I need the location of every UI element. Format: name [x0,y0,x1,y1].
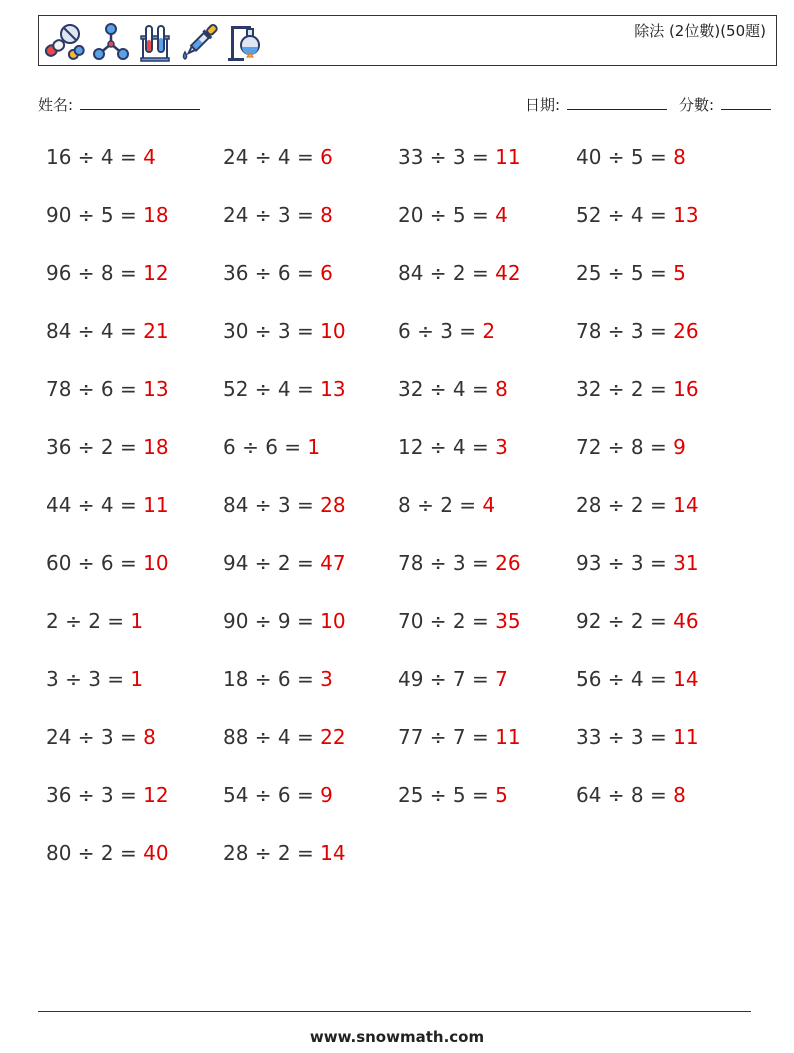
division-problem [46,377,169,401]
division-problem [576,783,686,807]
division-problem [576,377,699,401]
problem-answer: 8 [673,145,686,169]
problem-question: 24 ÷ 4 = [223,145,321,169]
problem-answer: 12 [143,261,169,285]
problem-answer: 8 [673,783,686,807]
problem-answer: 47 [320,551,346,575]
problem-question: 56 ÷ 4 = [576,667,674,691]
division-problem [223,261,333,285]
icon-strip [43,20,261,64]
problem-answer: 26 [495,551,521,575]
problem-question: 84 ÷ 3 = [223,493,321,517]
division-problem [46,551,169,575]
division-problem [576,609,699,633]
division-problem [398,609,521,633]
division-problem [398,261,521,285]
division-problem [576,261,686,285]
problem-answer: 4 [143,145,156,169]
problem-question: 33 ÷ 3 = [398,145,496,169]
division-problem [576,319,699,343]
division-problem [223,725,346,749]
problem-question: 54 ÷ 6 = [223,783,321,807]
division-problem [46,319,169,343]
problem-question: 20 ÷ 5 = [398,203,496,227]
problem-answer: 18 [143,203,169,227]
problem-answer: 8 [143,725,156,749]
division-problem [398,783,508,807]
problem-answer: 13 [320,377,346,401]
division-problem [223,667,333,691]
division-problem [46,203,169,227]
problem-question: 52 ÷ 4 = [576,203,674,227]
date-label: 日期: [525,96,561,114]
problem-question: 3 ÷ 3 = [46,667,131,691]
problem-question: 84 ÷ 4 = [46,319,144,343]
division-problem [223,145,333,169]
division-problem [46,145,156,169]
problem-answer: 5 [495,783,508,807]
problem-answer: 26 [673,319,699,343]
footer-divider [38,1011,751,1012]
problem-question: 49 ÷ 7 = [398,667,496,691]
problem-question: 36 ÷ 3 = [46,783,144,807]
problem-answer: 13 [143,377,169,401]
division-problem [398,319,495,343]
division-problem [223,609,346,633]
problem-question: 80 ÷ 2 = [46,841,144,865]
problem-question: 28 ÷ 2 = [223,841,321,865]
division-problem [398,493,495,517]
problem-question: 70 ÷ 2 = [398,609,496,633]
division-problem [398,667,508,691]
problem-question: 90 ÷ 9 = [223,609,321,633]
problem-question: 52 ÷ 4 = [223,377,321,401]
division-problem [46,609,143,633]
problem-answer: 18 [143,435,169,459]
problem-question: 2 ÷ 2 = [46,609,131,633]
division-problem [576,435,686,459]
problem-answer: 4 [495,203,508,227]
division-problem [576,551,699,575]
name-field [38,94,200,115]
problem-answer: 9 [673,435,686,459]
problem-answer: 14 [320,841,346,865]
problem-answer: 10 [320,319,346,343]
problem-answer: 14 [673,493,699,517]
problem-question: 33 ÷ 3 = [576,725,674,749]
problem-answer: 10 [143,551,169,575]
problem-question: 16 ÷ 4 = [46,145,144,169]
division-problem [223,493,346,517]
problem-question: 94 ÷ 2 = [223,551,321,575]
problem-question: 78 ÷ 6 = [46,377,144,401]
problem-question: 88 ÷ 4 = [223,725,321,749]
division-problem [46,725,156,749]
worksheet-title: 除法 (2位數)(50題) [634,22,766,40]
division-problem [223,783,333,807]
problem-answer: 5 [673,261,686,285]
name-blank[interactable] [80,95,200,110]
division-problem [223,377,346,401]
problem-question: 84 ÷ 2 = [398,261,496,285]
problem-answer: 6 [320,261,333,285]
problem-answer: 3 [495,435,508,459]
footer-url: www.snowmath.com [309,1028,485,1046]
problem-answer: 7 [495,667,508,691]
problem-question: 6 ÷ 3 = [398,319,483,343]
problem-question: 77 ÷ 7 = [398,725,496,749]
division-problem [46,435,169,459]
problem-question: 96 ÷ 8 = [46,261,144,285]
problem-answer: 11 [495,725,521,749]
problem-answer: 9 [320,783,333,807]
problem-answer: 31 [673,551,699,575]
problem-question: 78 ÷ 3 = [398,551,496,575]
division-problem [576,145,686,169]
division-problem [576,667,699,691]
problem-question: 28 ÷ 2 = [576,493,674,517]
problem-answer: 21 [143,319,169,343]
division-problem [398,725,521,749]
division-problem [398,377,508,401]
division-problem [46,261,169,285]
division-problem [223,319,346,343]
problem-answer: 40 [143,841,169,865]
date-blank[interactable] [567,95,667,110]
division-problem [46,783,169,807]
problem-question: 6 ÷ 6 = [223,435,308,459]
problem-answer: 11 [673,725,699,749]
problem-answer: 4 [482,493,496,517]
molecule-icon [91,22,131,62]
division-problem [223,203,333,227]
score-blank[interactable] [721,95,771,110]
problem-question: 32 ÷ 4 = [398,377,496,401]
problem-question: 12 ÷ 4 = [398,435,496,459]
problem-question: 93 ÷ 3 = [576,551,674,575]
problem-answer: 13 [673,203,699,227]
problem-question: 72 ÷ 8 = [576,435,674,459]
problem-question: 90 ÷ 5 = [46,203,144,227]
problem-answer: 8 [495,377,508,401]
problem-answer: 11 [495,145,521,169]
division-problem [576,725,699,749]
problem-question: 25 ÷ 5 = [576,261,674,285]
problem-answer: 28 [320,493,346,517]
division-problem [223,841,346,865]
problem-answer: 6 [320,145,333,169]
problem-question: 32 ÷ 2 = [576,377,674,401]
division-problem [46,841,169,865]
name-label: 姓名: [38,96,74,114]
problem-question: 36 ÷ 6 = [223,261,321,285]
problem-answer: 1 [307,435,321,459]
problem-question: 36 ÷ 2 = [46,435,144,459]
problem-answer: 22 [320,725,346,749]
score-label: 分數: [679,96,715,114]
problem-question: 64 ÷ 8 = [576,783,674,807]
division-problem [576,203,699,227]
lab-stand-icon [225,22,261,62]
division-problem [398,145,521,169]
problem-answer: 1 [130,609,144,633]
problem-answer: 12 [143,783,169,807]
problem-answer: 1 [130,667,144,691]
division-problem [46,667,143,691]
problem-question: 30 ÷ 3 = [223,319,321,343]
division-problem [576,493,699,517]
division-problem [398,203,508,227]
score-field [679,94,771,115]
problem-answer: 46 [673,609,699,633]
problem-answer: 3 [320,667,333,691]
problem-answer: 14 [673,667,699,691]
problem-question: 8 ÷ 2 = [398,493,483,517]
division-problem [398,435,508,459]
problem-question: 24 ÷ 3 = [46,725,144,749]
problem-question: 60 ÷ 6 = [46,551,144,575]
division-problem [223,435,320,459]
division-problem [223,551,346,575]
problem-answer: 8 [320,203,333,227]
problem-answer: 16 [673,377,699,401]
problem-answer: 42 [495,261,521,285]
division-problem [46,493,169,517]
problem-question: 78 ÷ 3 = [576,319,674,343]
problem-question: 25 ÷ 5 = [398,783,496,807]
date-field [525,94,667,115]
problem-question: 92 ÷ 2 = [576,609,674,633]
problem-answer: 35 [495,609,521,633]
problem-question: 18 ÷ 6 = [223,667,321,691]
problem-question: 40 ÷ 5 = [576,145,674,169]
problem-answer: 2 [482,319,496,343]
test-tubes-icon [137,22,173,62]
division-problem [398,551,521,575]
pills-icon [43,22,85,62]
worksheet-header [38,15,777,66]
problem-answer: 10 [320,609,346,633]
problem-question: 44 ÷ 4 = [46,493,144,517]
problem-answer: 11 [143,493,169,517]
problem-question: 24 ÷ 3 = [223,203,321,227]
dropper-icon [179,22,219,62]
